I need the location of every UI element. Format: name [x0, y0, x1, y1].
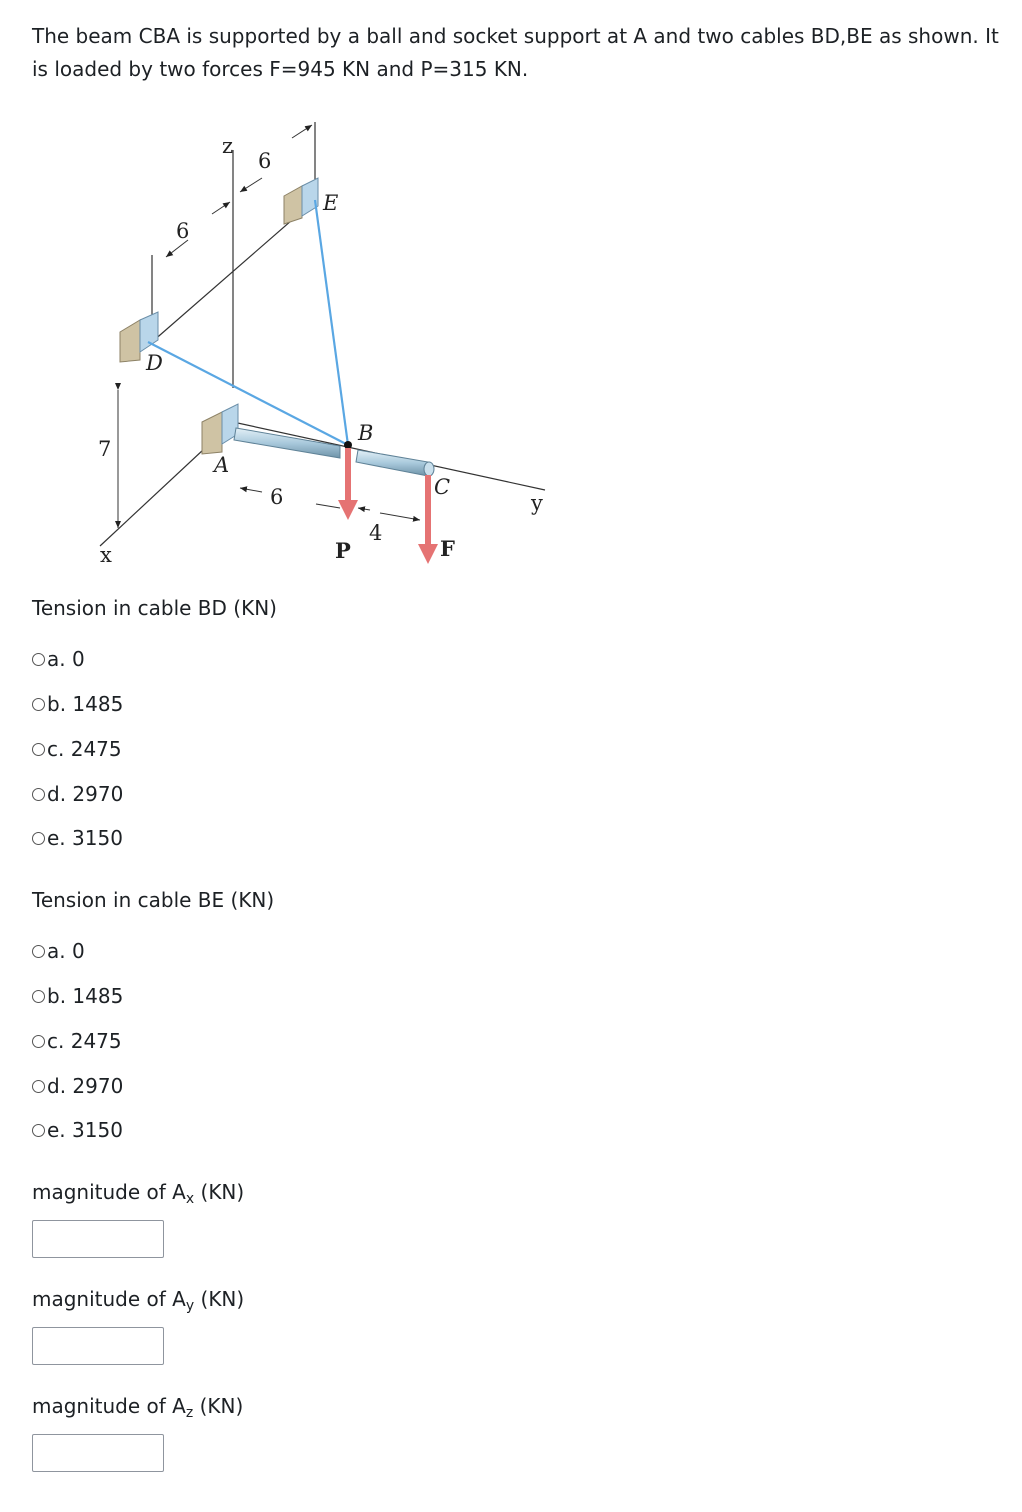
radio-icon[interactable]: [32, 945, 45, 958]
radio-icon[interactable]: [32, 1080, 45, 1093]
label-dim-6-bottom: 6: [270, 485, 284, 509]
az-title: [32, 1394, 243, 1421]
dim-6-top-line-b: [212, 202, 230, 214]
option-value: 0: [71, 939, 85, 963]
ay-title-suffix: (KN): [194, 1287, 245, 1311]
option-letter: c.: [47, 1029, 65, 1053]
label-force-p: P: [335, 538, 351, 563]
axis-lines: [100, 122, 545, 546]
point-b: [344, 441, 352, 449]
radio-icon[interactable]: [32, 788, 45, 801]
ay-title: [32, 1287, 244, 1314]
q1-option-a[interactable]: [32, 645, 85, 673]
radio-icon[interactable]: [32, 1124, 45, 1137]
q1-option-b[interactable]: [32, 690, 123, 718]
question-be-title: Tension in cable BE (KN): [32, 888, 275, 912]
option-value: 0: [71, 647, 85, 671]
support-a: [202, 404, 238, 454]
option-letter: e.: [47, 826, 66, 850]
option-value: 2475: [70, 737, 122, 761]
option-letter: b.: [47, 692, 67, 716]
option-letter: a.: [47, 939, 66, 963]
label-point-c: C: [434, 475, 451, 499]
ax-title-sub: x: [185, 1191, 195, 1207]
dim-6-bottom-line-b: [316, 504, 340, 508]
az-title-sub: z: [185, 1405, 194, 1421]
label-point-b: B: [358, 421, 374, 445]
ax-input[interactable]: [32, 1220, 164, 1258]
ax-title-prefix: magnitude of A: [32, 1180, 186, 1204]
radio-icon[interactable]: [32, 1035, 45, 1048]
option-letter: c.: [47, 737, 65, 761]
radio-icon[interactable]: [32, 743, 45, 756]
cable-bd: [148, 342, 348, 445]
dim-4-line-a: [358, 508, 370, 510]
az-title-suffix: (KN): [193, 1394, 244, 1418]
q1-option-e[interactable]: [32, 824, 123, 852]
beam-cba: [234, 428, 434, 476]
label-x-axis: x: [100, 543, 112, 567]
ax-title: [32, 1180, 244, 1207]
option-letter: b.: [47, 984, 67, 1008]
ay-input[interactable]: [32, 1327, 164, 1365]
radio-icon[interactable]: [32, 653, 45, 666]
question-bd-title: Tension in cable BD (KN): [32, 596, 277, 620]
az-title-prefix: magnitude of A: [32, 1394, 186, 1418]
option-value: 2475: [70, 1029, 122, 1053]
az-input[interactable]: [32, 1434, 164, 1472]
problem-statement: The beam CBA is supported by a ball and socket support at A and two cables BD,BE as shown. It is loaded by two forces F=945 KN and P=315 KN.: [32, 24, 999, 81]
beam-diagram: [0, 100, 1022, 580]
support-e: [284, 178, 318, 224]
dimension-lines: [118, 125, 420, 528]
option-value: 2970: [72, 1074, 124, 1098]
label-point-e: E: [323, 191, 339, 215]
option-letter: d.: [47, 1074, 67, 1098]
cable-be: [315, 200, 348, 445]
q1-option-c[interactable]: [32, 735, 122, 763]
option-value: 1485: [72, 984, 124, 1008]
q2-option-d[interactable]: [32, 1072, 123, 1100]
q2-option-c[interactable]: [32, 1027, 122, 1055]
option-letter: d.: [47, 782, 67, 806]
label-point-a: A: [214, 453, 230, 477]
dim-6-bottom-line: [240, 488, 262, 492]
dim-4-line-b: [380, 513, 420, 520]
q2-option-a[interactable]: [32, 937, 85, 965]
q2-option-b[interactable]: [32, 982, 123, 1010]
radio-icon[interactable]: [32, 698, 45, 711]
dim-6-top-line-c: [292, 125, 312, 138]
q2-option-e[interactable]: [32, 1116, 123, 1144]
option-value: 3150: [72, 1118, 123, 1142]
label-dim-6-left: 6: [176, 219, 190, 243]
q1-option-d[interactable]: [32, 780, 123, 808]
ay-title-prefix: magnitude of A: [32, 1287, 186, 1311]
option-value: 3150: [72, 826, 123, 850]
label-point-d: D: [146, 351, 163, 375]
ay-title-sub: y: [185, 1298, 195, 1314]
dim-6-top-line-a: [240, 178, 262, 192]
label-dim-4: 4: [369, 521, 383, 545]
option-value: 1485: [72, 692, 124, 716]
label-dim-7: 7: [98, 437, 112, 461]
label-z-axis: z: [222, 134, 234, 158]
option-value: 2970: [72, 782, 124, 806]
option-letter: e.: [47, 1118, 66, 1142]
radio-icon[interactable]: [32, 832, 45, 845]
label-y-axis: y: [531, 491, 543, 515]
force-p-arrow: [338, 448, 358, 520]
label-dim-6-top: 6: [258, 149, 272, 173]
option-letter: a.: [47, 647, 66, 671]
label-force-f: F: [440, 536, 455, 561]
ax-title-suffix: (KN): [194, 1180, 245, 1204]
radio-icon[interactable]: [32, 990, 45, 1003]
